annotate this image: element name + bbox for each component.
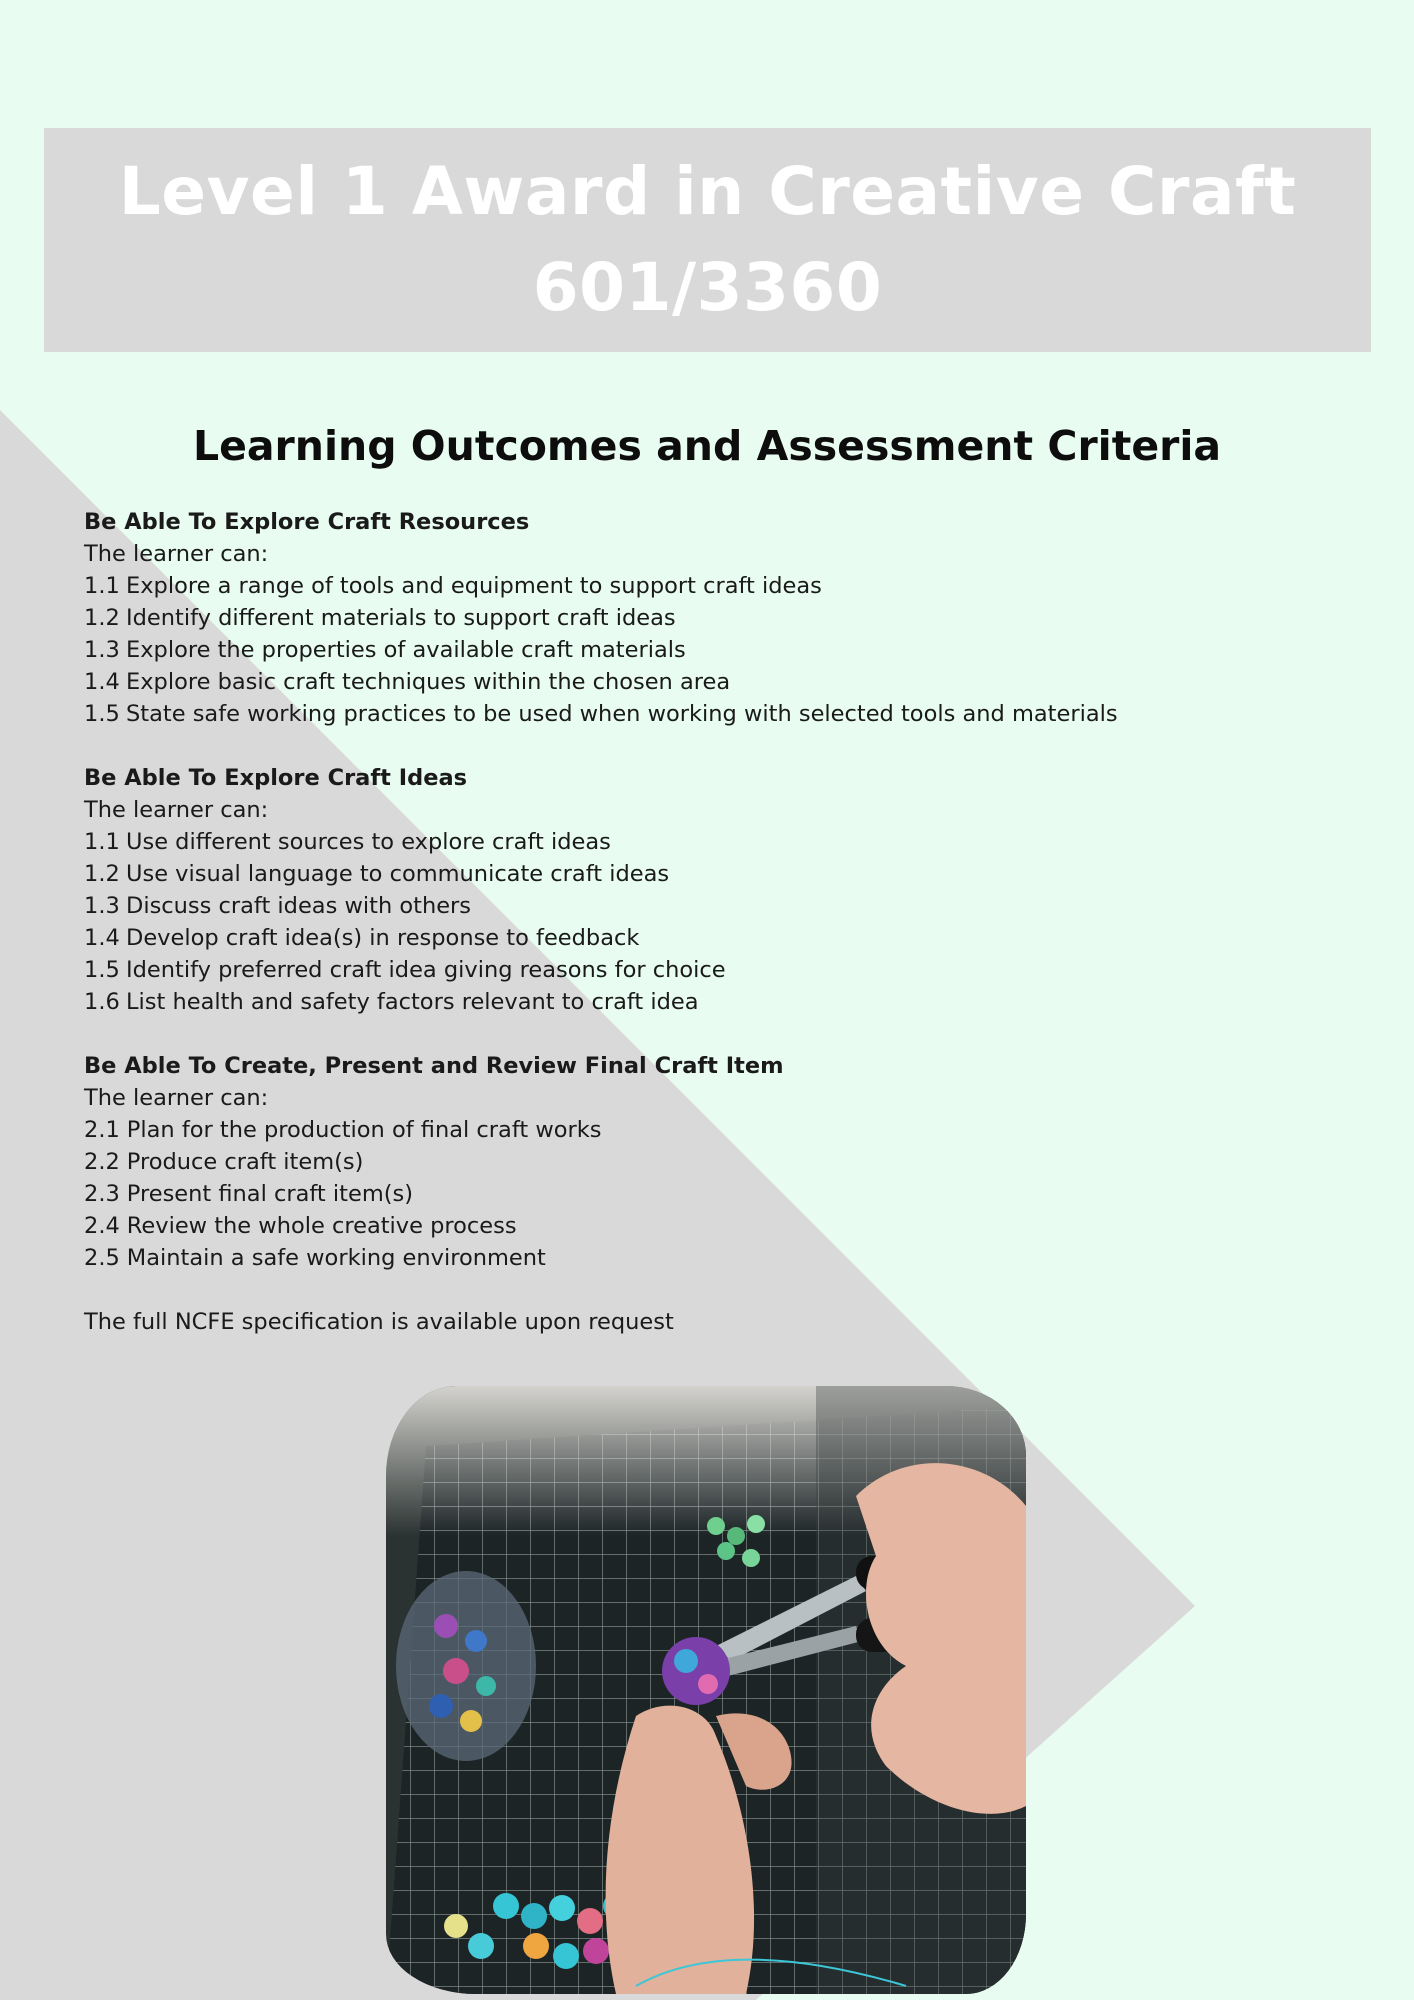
qualification-code: 601/3360: [532, 249, 883, 326]
criterion-number: 1.4: [84, 925, 120, 951]
criterion-text: Explore basic craft techniques within the chosen area: [126, 669, 731, 695]
criterion-item: [84, 954, 1364, 986]
outcome-title: Be Able To Explore Craft Ideas: [84, 765, 468, 791]
outcome-group-craft-resources: [84, 506, 1364, 730]
outcome-intro: The learner can:: [84, 797, 269, 823]
criterion-number: 1.3: [84, 637, 120, 663]
specification-note: The full NCFE specification is available upon request: [84, 1309, 674, 1335]
outcome-title: Be Able To Create, Present and Review Final Craft Item: [84, 1053, 784, 1079]
criterion-text: Identify different materials to support craft ideas: [126, 605, 676, 631]
criterion-text: Explore the properties of available craft materials: [126, 637, 686, 663]
criterion-item: [84, 1242, 1364, 1274]
criterion-text: List health and safety factors relevant to craft idea: [126, 989, 699, 1015]
criterion-item: [84, 666, 1364, 698]
criterion-text: Use visual language to communicate craft ideas: [126, 861, 670, 887]
criterion-number: 1.2: [84, 605, 120, 631]
criterion-text: State safe working practices to be used when working with selected tools and materials: [126, 701, 1118, 727]
criterion-item: [84, 1210, 1364, 1242]
criterion-text: Produce craft item(s): [126, 1149, 364, 1175]
outcome-group-final-craft-item: [84, 1050, 1364, 1274]
criterion-number: 2.3: [84, 1181, 120, 1207]
criterion-number: 1.5: [84, 957, 120, 983]
outcome-intro: The learner can:: [84, 541, 269, 567]
criterion-item: [84, 602, 1364, 634]
criterion-number: 1.1: [84, 573, 120, 599]
criterion-text: Plan for the production of final craft works: [126, 1117, 602, 1143]
criterion-number: 1.6: [84, 989, 120, 1015]
criterion-number: 1.5: [84, 701, 120, 727]
criterion-number: 1.4: [84, 669, 120, 695]
criterion-text: Explore a range of tools and equipment to support craft ideas: [126, 573, 822, 599]
criterion-text: Maintain a safe working environment: [126, 1245, 546, 1271]
criterion-number: 2.4: [84, 1213, 120, 1239]
criterion-number: 2.1: [84, 1117, 120, 1143]
criterion-number: 2.2: [84, 1149, 120, 1175]
outcome-group-craft-ideas: [84, 762, 1364, 1018]
outcomes-content: [84, 506, 1364, 1338]
criterion-item: [84, 1178, 1364, 1210]
craft-photo: [386, 1386, 1026, 1994]
criterion-item: [84, 698, 1364, 730]
criterion-item: [84, 858, 1364, 890]
page-title: Level 1 Award in Creative Craft: [118, 153, 1297, 230]
criterion-text: Review the whole creative process: [126, 1213, 517, 1239]
criterion-text: Present final craft item(s): [126, 1181, 414, 1207]
criterion-number: 1.1: [84, 829, 120, 855]
jewellery-making-illustration: [386, 1386, 1026, 1994]
criterion-text: Identify preferred craft idea giving reasons for choice: [126, 957, 726, 983]
section-heading: Learning Outcomes and Assessment Criteria: [192, 422, 1222, 470]
criterion-item: [84, 986, 1364, 1018]
criterion-number: 1.3: [84, 893, 120, 919]
outcome-intro: The learner can:: [84, 1085, 269, 1111]
criterion-item: [84, 570, 1364, 602]
criterion-text: Use different sources to explore craft ideas: [126, 829, 611, 855]
criterion-item: [84, 1146, 1364, 1178]
criterion-item: [84, 826, 1364, 858]
criterion-item: [84, 634, 1364, 666]
criterion-item: [84, 890, 1364, 922]
criterion-number: 1.2: [84, 861, 120, 887]
criterion-number: 2.5: [84, 1245, 120, 1271]
title-banner: [44, 128, 1371, 352]
criterion-text: Discuss craft ideas with others: [126, 893, 472, 919]
outcome-title: Be Able To Explore Craft Resources: [84, 509, 530, 535]
criterion-item: [84, 1114, 1364, 1146]
criterion-text: Develop craft idea(s) in response to feedback: [126, 925, 640, 951]
criterion-item: [84, 922, 1364, 954]
